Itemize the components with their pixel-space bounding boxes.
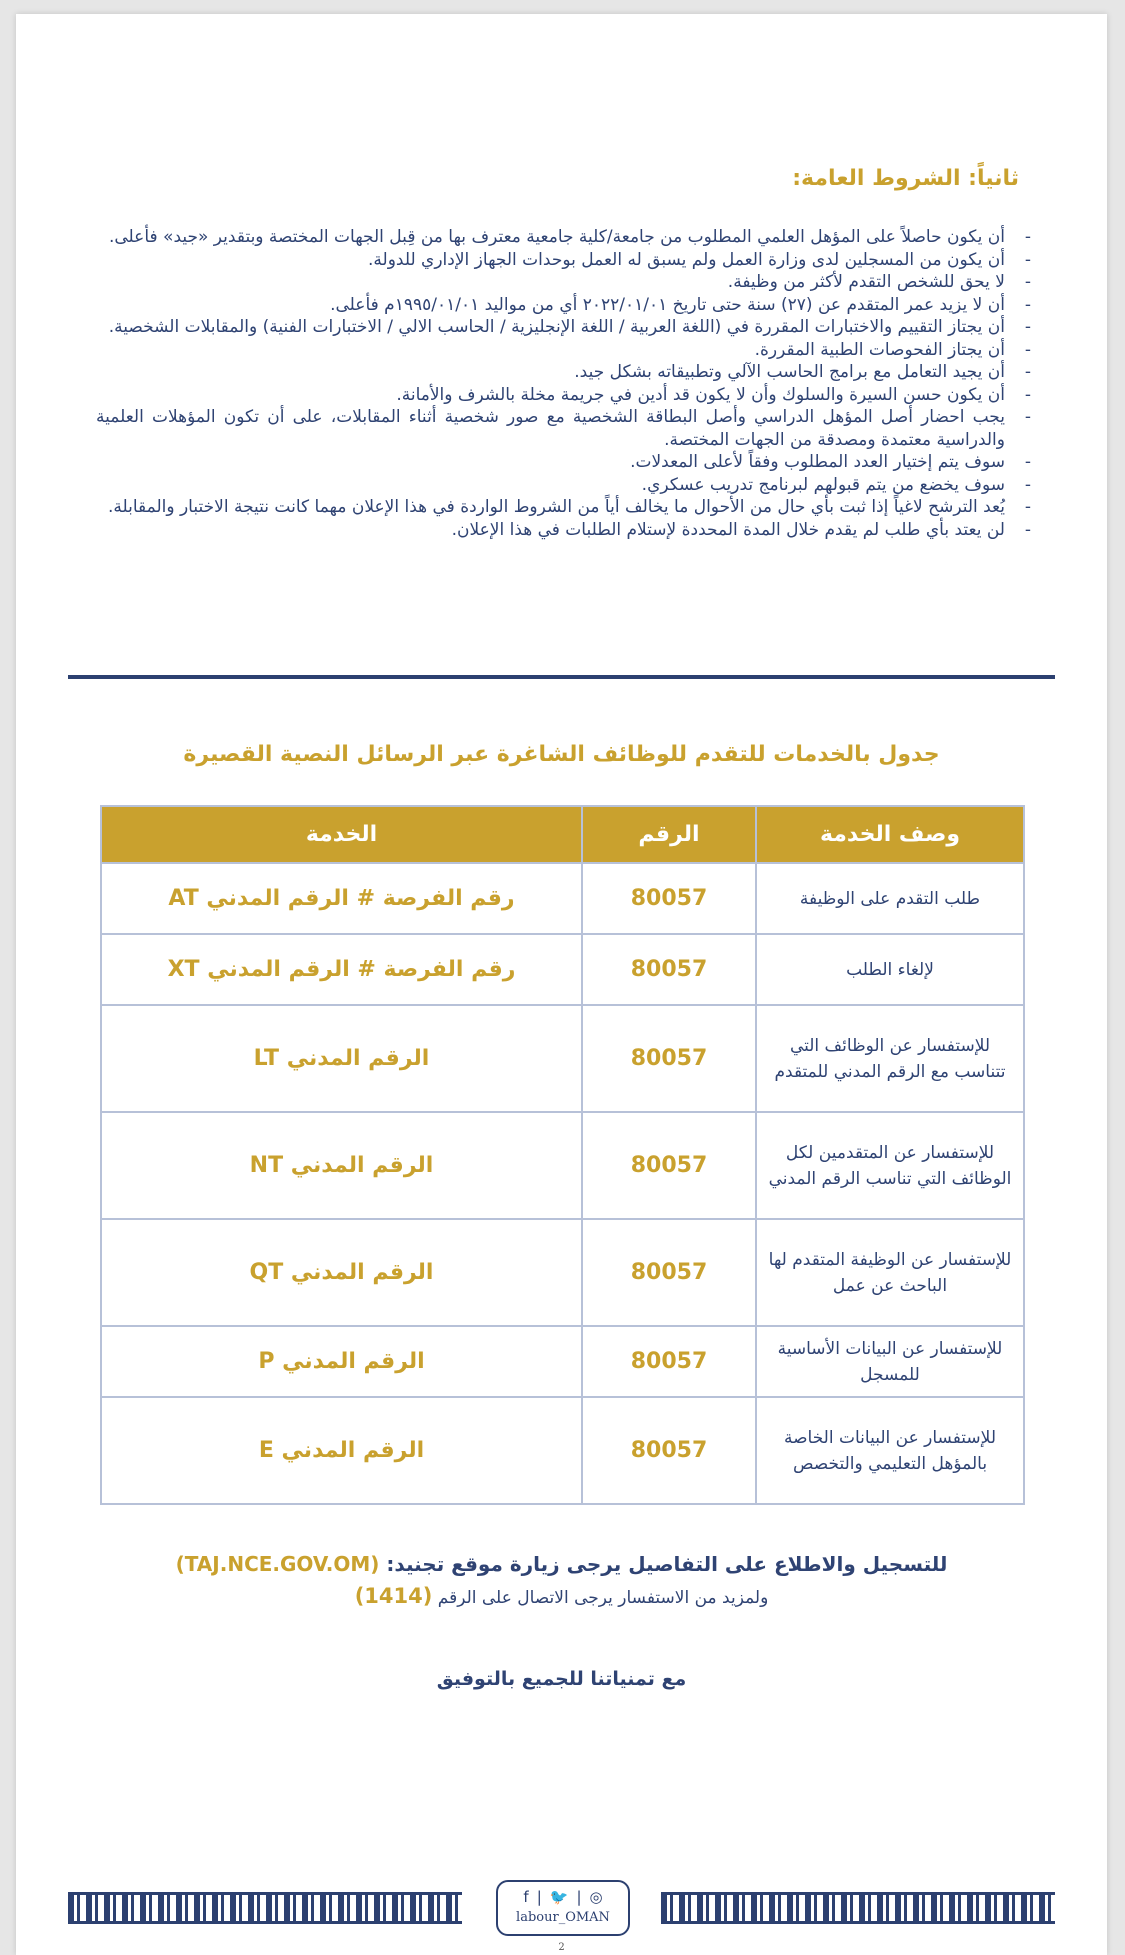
row-service: الرقم المدني QT — [101, 1219, 582, 1326]
row-service: رقم الفرصة # الرقم المدني AT — [101, 863, 582, 934]
row-description: للإستفسار عن البيانات الأساسية للمسجل — [756, 1326, 1024, 1397]
closing-wishes: مع تمنياتنا للجميع بالتوفيق — [436, 1668, 687, 1690]
section-title: ثانياً: الشروط العامة: — [792, 166, 1019, 191]
instagram-icon[interactable]: ◎ — [589, 1888, 603, 1906]
row-service: الرقم المدني P — [101, 1326, 582, 1397]
table-row — [101, 1326, 1024, 1397]
condition-item: - أن يجيد التعامل مع برامج الحاسب الآلي وتطبيقاته بشكل جيد. — [96, 361, 1031, 384]
social-icons-row — [498, 1888, 628, 1906]
row-number: 80057 — [582, 1112, 756, 1219]
twitter-icon[interactable]: 🐦 — [549, 1888, 569, 1906]
row-description: للإستفسار عن الوظيفة المتقدم لها الباحث عن عمل — [756, 1219, 1024, 1326]
decorative-pattern-right — [661, 1892, 1055, 1924]
condition-item: - يجب احضار أصل المؤهل الدراسي وأصل البطاقة الشخصية مع صور شخصية أثناء المقابلات، على أن تكون المؤهلات العلمية والدراسية معتمدة ومصدقة من الجهات المختصة. — [96, 406, 1031, 451]
row-number: 80057 — [582, 1005, 756, 1112]
row-service: الرقم المدني NT — [101, 1112, 582, 1219]
row-description: طلب التقدم على الوظيفة — [756, 863, 1024, 934]
inquiry-text: ولمزيد من الاستفسار يرجى الاتصال على الرقم — [437, 1588, 769, 1608]
table-row — [101, 1397, 1024, 1504]
table-row — [101, 1219, 1024, 1326]
row-number: 80057 — [582, 934, 756, 1005]
decorative-pattern-left — [68, 1892, 462, 1924]
row-description: للإستفسار عن البيانات الخاصة بالمؤهل التعليمي والتخصص — [756, 1397, 1024, 1504]
website-link[interactable]: (TAJ.NCE.GOV.OM) — [175, 1552, 380, 1576]
condition-item: - لن يعتد بأي طلب لم يقدم خلال المدة المحددة لإستلام الطلبات في هذا الإعلان. — [96, 519, 1031, 542]
phone-number: (1414) — [354, 1584, 433, 1608]
table-row — [101, 1112, 1024, 1219]
condition-item: - أن يكون حاصلاً على المؤهل العلمي المطلوب من جامعة/كلية جامعية معترف بها من قِبل الجهات المختصة وبتقدير «جيد» فأعلى. — [96, 226, 1031, 249]
condition-item: - سوف يخضع من يتم قبولهم لبرنامج تدريب عسكري. — [96, 474, 1031, 497]
row-description: لإلغاء الطلب — [756, 934, 1024, 1005]
condition-item: - أن يكون من المسجلين لدى وزارة العمل ولم يسبق له العمل بوحدات الجهاز الإداري للدولة. — [96, 249, 1031, 272]
condition-item: - يُعد الترشح لاغياً إذا ثبت بأي حال من الأحوال ما يخالف أياً من الشروط الواردة في هذا الإعلان مهما كانت نتيجة الاختبار والمقابلة. — [96, 496, 1031, 519]
condition-item: - أن يكون حسن السيرة والسلوك وأن لا يكون قد أدين في جريمة مخلة بالشرف والأمانة. — [96, 384, 1031, 407]
facebook-icon[interactable]: f — [523, 1888, 529, 1906]
condition-item: - أن يجتاز الفحوصات الطبية المقررة. — [96, 339, 1031, 362]
conditions-list — [96, 226, 1031, 541]
register-text: للتسجيل والاطلاع على التفاصيل يرجى زيارة موقع تجنيد: — [386, 1552, 948, 1576]
table-row — [101, 863, 1024, 934]
social-media-box — [496, 1880, 630, 1936]
inquiry-line — [16, 1584, 1107, 1608]
icon-separator: | — [576, 1888, 582, 1906]
section-divider — [68, 675, 1055, 679]
row-description: للإستفسار عن المتقدمين لكل الوظائف التي تناسب الرقم المدني — [756, 1112, 1024, 1219]
row-service: الرقم المدني E — [101, 1397, 582, 1504]
page-number: 2 — [558, 1942, 565, 1953]
row-description: للإستفسار عن الوظائف التي تتناسب مع الرقم المدني للمتقدم — [756, 1005, 1024, 1112]
condition-item: - أن لا يزيد عمر المتقدم عن (٢٧) سنة حتى تاريخ ٢٠٢٢/٠١/٠١ أي من مواليد ١٩٩٥/٠١/٠١م فأعلى. — [96, 294, 1031, 317]
condition-item: - سوف يتم إختيار العدد المطلوب وفقاً لأعلى المعدلات. — [96, 451, 1031, 474]
row-service: الرقم المدني LT — [101, 1005, 582, 1112]
social-handle: labour_OMAN — [516, 1910, 610, 1925]
condition-item: - لا يحق للشخص التقدم لأكثر من وظيفة. — [96, 271, 1031, 294]
table-row — [101, 934, 1024, 1005]
services-table — [100, 805, 1025, 1505]
condition-item: - أن يجتاز التقييم والاختبارات المقررة في (اللغة العربية / اللغة الإنجليزية / الحاسب الالي / الاختبارات الفنية) والمقابلات الشخصية. — [96, 316, 1031, 339]
row-number: 80057 — [582, 863, 756, 934]
register-line — [16, 1552, 1107, 1576]
header-service: الخدمة — [101, 806, 582, 863]
table-header-row — [101, 806, 1024, 863]
icon-separator: | — [536, 1888, 542, 1906]
header-description: وصف الخدمة — [756, 806, 1024, 863]
table-row — [101, 1005, 1024, 1112]
row-number: 80057 — [582, 1219, 756, 1326]
row-number: 80057 — [582, 1397, 756, 1504]
table-caption: جدول بالخدمات للتقدم للوظائف الشاغرة عبر الرسائل النصية القصيرة — [183, 742, 940, 767]
row-number: 80057 — [582, 1326, 756, 1397]
header-number: الرقم — [582, 806, 756, 863]
document-page — [16, 14, 1107, 1955]
row-service: رقم الفرصة # الرقم المدني XT — [101, 934, 582, 1005]
